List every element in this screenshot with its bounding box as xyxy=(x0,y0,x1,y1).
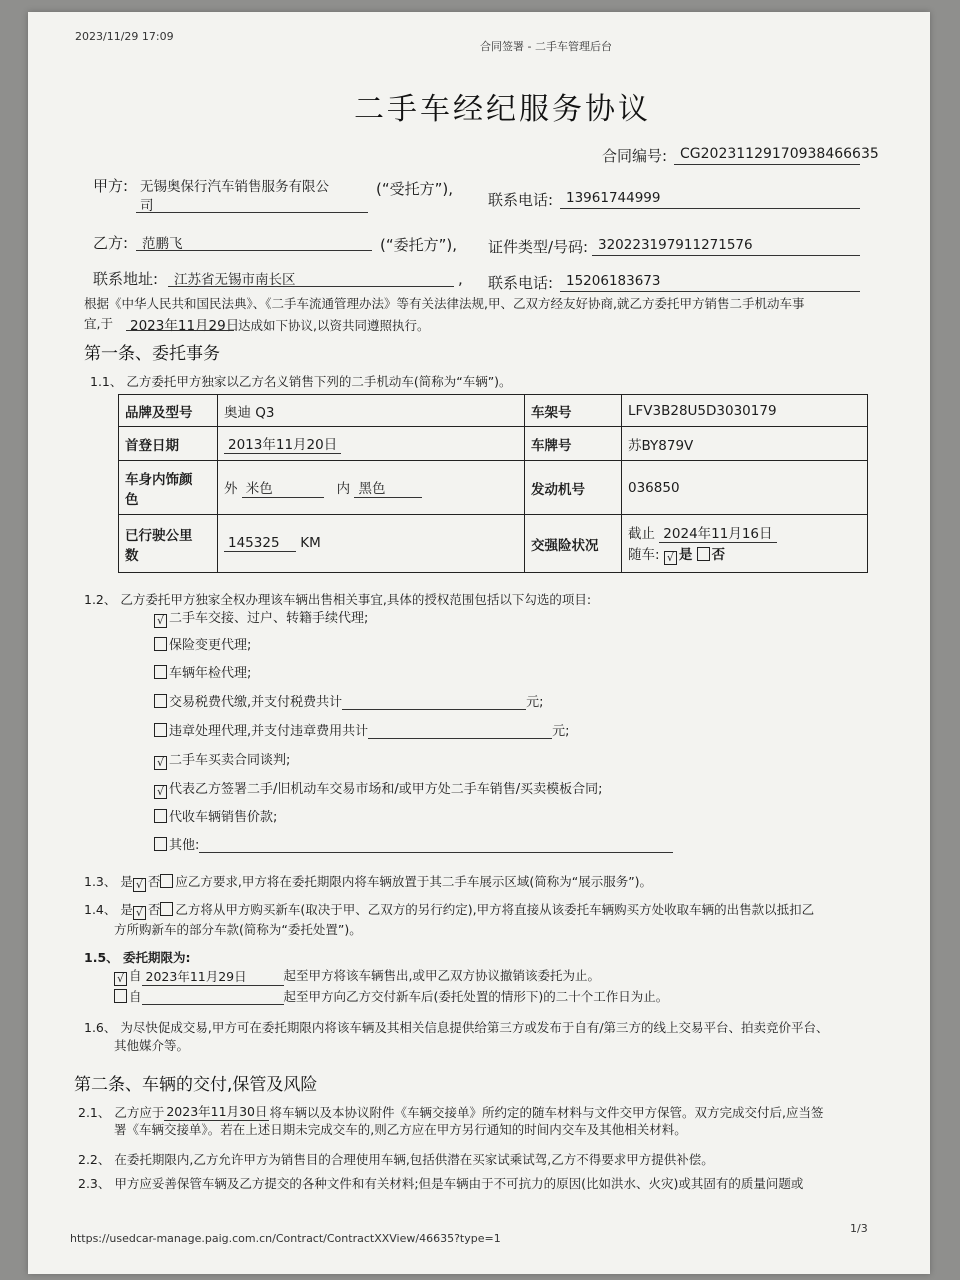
engine-label: 发动机号 xyxy=(525,461,622,515)
mileage-label-line1: 已行驶公里 xyxy=(125,527,193,544)
delivery-date: 2023年11月30日 xyxy=(166,1104,268,1119)
print-site-title: 合同签署 - 二手车管理后台 xyxy=(480,40,612,53)
option-label-2: 车辆年检代理; xyxy=(169,666,252,681)
option-label-5: 二手车买卖合同谈判; xyxy=(169,753,291,768)
party-a-name-line1: 无锡奥保行汽车销售服务有限公 xyxy=(140,179,329,195)
party-a-name-line2: 司 xyxy=(140,198,154,214)
first-reg-value: 2013年11月20日 xyxy=(224,433,341,454)
clause-1-4-line2: 方所购新车的部分车款(简称为“委托处置”)。 xyxy=(114,922,362,937)
tax-amount-field[interactable] xyxy=(342,695,526,710)
clause-2-1-pre: 2.1、 乙方应于 xyxy=(78,1105,165,1120)
term-option-a-pre: 自 xyxy=(129,968,142,983)
brand-label: 品牌及型号 xyxy=(119,395,218,427)
color-label-line1: 车身内饰颜 xyxy=(125,471,193,488)
option-label-0: 二手车交接、过户、转籍手续代理; xyxy=(169,611,369,626)
option-row-1 xyxy=(154,634,251,653)
clause-1-4-text: 乙方将从甲方购买新车(取决于甲、乙双方的另行约定),甲方将直接从该委托车辆购买方处收取车辆的出售款以抵扣乙 xyxy=(175,902,815,917)
insurance-label: 交强险状况 xyxy=(525,515,622,573)
color-cell xyxy=(218,461,525,515)
option-row-8 xyxy=(154,834,673,853)
article-1-heading: 第一条、委托事务 xyxy=(84,344,220,364)
ext-color-label: 外 xyxy=(224,481,238,497)
plate-label: 车牌号 xyxy=(525,427,622,461)
mileage-unit: KM xyxy=(300,535,321,551)
option-row-6 xyxy=(154,778,603,799)
option-checkbox-7[interactable] xyxy=(154,809,167,823)
preamble-line2-b: 达成如下协议,以资共同遵照执行。 xyxy=(238,318,430,333)
clause-1-5-option-a xyxy=(114,966,600,986)
first-reg-label: 首登日期 xyxy=(119,427,218,461)
option-checkbox-5[interactable]: √ xyxy=(154,756,167,770)
clause-1-4 xyxy=(84,900,814,920)
mileage-label xyxy=(119,515,218,573)
option-label-4: 违章处理代理,并支付违章费用共计 xyxy=(169,724,369,739)
clause-1-5-option-b xyxy=(114,987,668,1005)
option-label-8: 其他: xyxy=(169,838,200,853)
first-reg-cell xyxy=(218,427,525,461)
clause-2-1-line2: 署《车辆交接单》。若在上述日期未完成交车的,则乙方应在甲方另行通知的时间内交车及其他相关材料。 xyxy=(114,1122,687,1137)
clause-1-4-no-label: 否 xyxy=(147,902,161,917)
option-suffix-3: 元; xyxy=(526,695,544,710)
option-row-0 xyxy=(154,607,368,628)
mileage-cell xyxy=(218,515,525,573)
insurance-until-label: 截止 xyxy=(628,526,655,542)
vehicle-info-table xyxy=(118,394,868,573)
option-label-7: 代收车辆销售价款; xyxy=(169,810,278,825)
option-label-6: 代表乙方签署二手/旧机动车交易市场和/或甲方处二手车销售/买卖模板合同; xyxy=(169,782,603,797)
option-row-5 xyxy=(154,749,290,770)
with-car-label: 随车: xyxy=(628,547,660,563)
term-option-b-text: 起至甲方向乙方交付新车后(委托处置的情形下)的二十个工作日为止。 xyxy=(283,989,669,1004)
option-label-3: 交易税费代缴,并支付税费共计 xyxy=(169,695,343,710)
color-label xyxy=(119,461,218,515)
mileage-label-line2: 数 xyxy=(125,547,139,564)
party-a-phone-label: 联系电话: xyxy=(488,191,554,209)
option-row-2 xyxy=(154,662,251,681)
document-title: 二手车经纪服务协议 xyxy=(354,92,651,127)
clause-1-5-title: 1.5、 委托期限为: xyxy=(84,950,191,965)
clause-1-3-no-label: 否 xyxy=(147,874,161,889)
clause-2-3: 2.3、 甲方应妥善保管车辆及乙方提交的各种文件和有关材料;但是车辆由于不可抗力的原因(比如洪水、火灾)或其固有的质量问题或 xyxy=(78,1176,804,1191)
clause-1-2: 1.2、 乙方委托甲方独家全权办理该车辆出售相关事宜,具体的授权范围包括以下勾选的项目: xyxy=(84,592,592,607)
clause-1-4-no-checkbox[interactable] xyxy=(160,902,173,916)
option-label-1: 保险变更代理; xyxy=(169,638,252,653)
term-option-a-text: 起至甲方将该车辆售出,或甲乙双方协议撤销该委托为止。 xyxy=(283,968,600,983)
option-checkbox-8[interactable] xyxy=(154,837,167,851)
clause-1-4-yes-checkbox[interactable]: √ xyxy=(133,906,146,920)
option-checkbox-4[interactable] xyxy=(154,723,167,737)
party-a-role: (“受托方”), xyxy=(376,180,454,198)
with-car-yes-label: 是 xyxy=(678,547,693,563)
option-row-3 xyxy=(154,691,544,710)
option-checkbox-1[interactable] xyxy=(154,637,167,651)
with-car-yes-checkbox[interactable]: √ xyxy=(664,551,677,565)
party-b-phone-label: 联系电话: xyxy=(488,274,554,292)
option-checkbox-3[interactable] xyxy=(154,694,167,708)
int-color-label: 内 xyxy=(336,481,351,497)
term-option-a-checkbox[interactable]: √ xyxy=(114,972,127,986)
print-url: https://usedcar-manage.paig.com.cn/Contract/ContractXXView/46635?type=1 xyxy=(70,1232,501,1245)
clause-1-3 xyxy=(84,872,652,892)
violation-amount-field[interactable] xyxy=(368,724,552,739)
clause-2-1-text: 将车辆以及本协议附件《车辆交接单》所约定的随车材料与文件交甲方保管。双方完成交付后,应当签 xyxy=(269,1105,824,1120)
int-color-value: 黑色 xyxy=(354,477,422,498)
preamble-date: 2023年11月29日 xyxy=(130,318,240,334)
option-checkbox-0[interactable]: √ xyxy=(154,614,167,628)
option-row-7 xyxy=(154,806,277,825)
brand-value: 奥迪 Q3 xyxy=(218,395,525,427)
address-value: 江苏省无锡市南长区 xyxy=(174,272,296,288)
contract-no-label: 合同编号: xyxy=(602,147,668,165)
plate-value: 苏BY879V xyxy=(622,427,868,461)
party-b-role: (“委托方”), xyxy=(380,236,458,254)
clause-1-4-pre: 1.4、 是 xyxy=(84,902,133,917)
contract-page xyxy=(28,12,930,1274)
address-comma: , xyxy=(458,270,463,288)
with-car-no-checkbox[interactable] xyxy=(697,547,710,561)
party-a-phone-value: 13961744999 xyxy=(566,190,661,206)
preamble-line1: 根据《中华人民共和国民法典》、《二手车流通管理办法》等有关法律法规,甲、乙双方经友好协商,就乙方委托甲方销售二手机动车事 xyxy=(84,296,805,311)
clause-2-2: 2.2、 在委托期限内,乙方允许甲方为销售目的合理使用车辆,包括供潜在买家试乘试驾,乙方不得要求甲方提供补偿。 xyxy=(78,1152,714,1167)
page-number: 1/3 xyxy=(850,1222,868,1235)
term-option-b-pre: 自 xyxy=(129,989,142,1004)
party-b-phone-value: 15206183673 xyxy=(566,273,661,289)
clause-1-3-text: 应乙方要求,甲方将在委托期限内将车辆放置于其二手车展示区域(简称为“展示服务”)。 xyxy=(175,874,653,889)
clause-1-6-line2: 其他媒介等。 xyxy=(114,1038,190,1053)
party-a-label: 甲方: xyxy=(93,177,129,195)
option-suffix-4: 元; xyxy=(552,724,570,739)
party-b-label: 乙方: xyxy=(93,234,129,252)
other-field[interactable] xyxy=(199,838,673,853)
clause-1-3-pre: 1.3、 是 xyxy=(84,874,133,889)
with-car-no-label: 否 xyxy=(711,547,726,563)
vin-value: LFV3B28U5D3030179 xyxy=(622,395,868,427)
option-checkbox-2[interactable] xyxy=(154,665,167,679)
clause-1-6-line1: 1.6、 为尽快促成交易,甲方可在委托期限内将该车辆及其相关信息提供给第三方或发布于自有/第三方的线上交易平台、拍卖竞价平台、 xyxy=(84,1020,829,1035)
address-label: 联系地址: xyxy=(93,270,159,288)
preamble-line2-a: 宜,于 xyxy=(84,316,113,331)
vin-label: 车架号 xyxy=(525,395,622,427)
id-value: 320223197911271576 xyxy=(598,237,753,253)
clause-1-1: 1.1、 乙方委托甲方独家以乙方名义销售下列的二手机动车(简称为“车辆”)。 xyxy=(90,374,512,389)
article-2-heading: 第二条、车辆的交付,保管及风险 xyxy=(74,1075,318,1095)
insurance-until-value: 2024年11月16日 xyxy=(659,522,776,543)
clause-2-1 xyxy=(78,1102,823,1121)
term-option-b-date-field[interactable] xyxy=(142,990,284,1005)
print-datetime: 2023/11/29 17:09 xyxy=(75,30,174,43)
ext-color-value: 米色 xyxy=(242,477,324,498)
color-label-line2: 色 xyxy=(125,491,139,508)
mileage-value: 145325 xyxy=(224,535,296,552)
term-start-date: 2023年11月29日 xyxy=(142,967,284,986)
option-checkbox-6[interactable]: √ xyxy=(154,785,167,799)
party-b-name: 范鹏飞 xyxy=(142,236,183,252)
clause-1-3-no-checkbox[interactable] xyxy=(160,874,173,888)
term-option-b-checkbox[interactable] xyxy=(114,989,127,1003)
contract-no-value: CG20231129170938466635 xyxy=(680,146,879,162)
option-row-4 xyxy=(154,720,570,739)
insurance-cell xyxy=(622,515,868,573)
clause-1-3-yes-checkbox[interactable]: √ xyxy=(133,878,146,892)
id-label: 证件类型/号码: xyxy=(488,238,589,256)
engine-value: 036850 xyxy=(622,461,868,515)
